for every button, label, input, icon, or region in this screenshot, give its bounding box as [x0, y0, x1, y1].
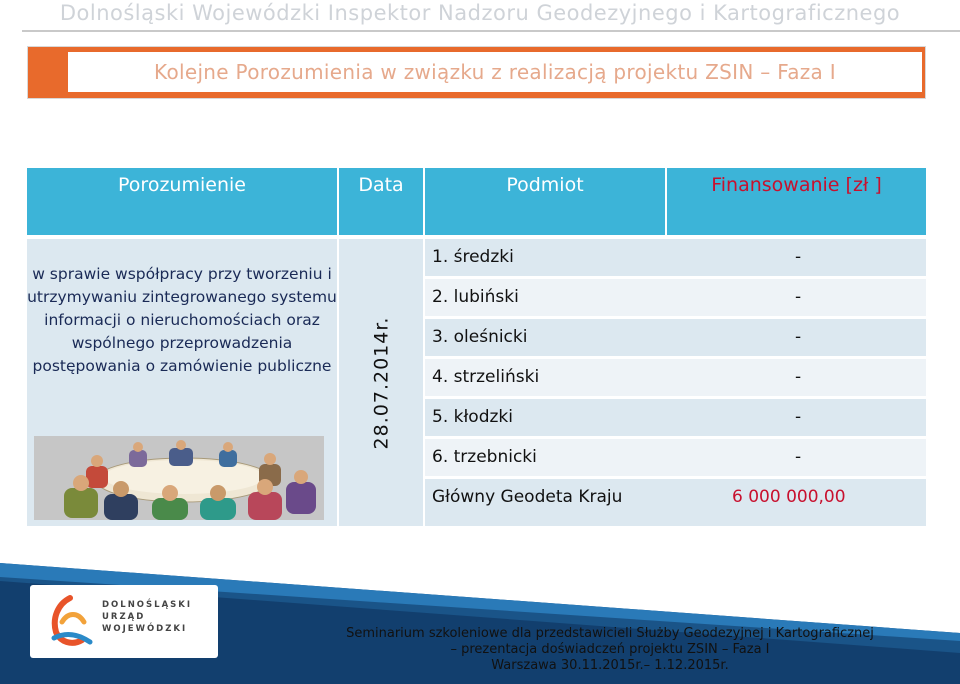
- footer-line: Warszawa 30.11.2015r.– 1.12.2015r.: [491, 658, 729, 673]
- logo-line: URZĄD: [102, 612, 146, 622]
- funding-value: 6 000 000,00: [732, 487, 846, 507]
- entity-name: 6. trzebnicki: [432, 447, 537, 467]
- footer-line: Seminarium szkoleniowe dla przedstawicieli Służby Geodezyjnej i Kartograficznej: [346, 626, 874, 641]
- agreement-date: [339, 239, 423, 526]
- table-row-main-entity: [425, 479, 926, 526]
- table-row: [425, 359, 926, 396]
- column-header-funding: Finansowanie [zł ]: [711, 174, 882, 196]
- footer-line: – prezentacja doświadczeń projektu ZSIN – Faza I: [450, 642, 770, 657]
- logo-text: [102, 599, 192, 635]
- table-row: [425, 239, 926, 276]
- agreement-cell: [27, 239, 337, 526]
- institution-logo: [30, 585, 218, 658]
- entity-name: 2. lubiński: [432, 287, 519, 307]
- header-separator: [665, 168, 667, 235]
- slide-title-banner: [27, 46, 926, 99]
- logo-line: WOJEWÓDZKI: [102, 624, 188, 634]
- column-header-date: Data: [358, 174, 404, 196]
- footer-text: [290, 626, 930, 674]
- logo-line: DOLNOŚLĄSKI: [102, 600, 193, 610]
- table-row: [425, 279, 926, 316]
- funding-value: -: [795, 287, 802, 307]
- logo-emblem-icon: [40, 592, 100, 652]
- agreement-date-text: 28.07.2014r.: [370, 316, 392, 449]
- funding-value: -: [795, 327, 802, 347]
- table-row: [425, 439, 926, 476]
- header-divider: [22, 30, 960, 32]
- table-header-row: [27, 168, 926, 235]
- slide-title: Kolejne Porozumienia w związku z realizacją projektu ZSIN – Faza I: [68, 52, 922, 92]
- entity-name: 4. strzeliński: [432, 367, 540, 387]
- meeting-illustration: [34, 436, 324, 520]
- page-header-title: Dolnośląski Wojewódzki Inspektor Nadzoru Geodezyjnego i Kartograficznego: [59, 1, 901, 25]
- entity-name: 5. kłodzki: [432, 407, 513, 427]
- column-header-agreement: Porozumienie: [118, 174, 246, 196]
- entity-name: Główny Geodeta Kraju: [432, 487, 623, 507]
- header-separator: [337, 168, 339, 235]
- funding-value: -: [795, 407, 802, 427]
- table-row: [425, 319, 926, 356]
- column-header-entity: Podmiot: [506, 174, 584, 196]
- agreement-description: w sprawie współpracy przy tworzeniu i utrzymywaniu zintegrowanego systemu informacji o nieruchomościach oraz wspólnego przeprowadzenia postępowania o zamówienie publiczne: [27, 265, 337, 375]
- entity-name: 1. średzki: [432, 247, 514, 267]
- funding-value: -: [795, 447, 802, 467]
- funding-value: -: [795, 247, 802, 267]
- funding-value: -: [795, 367, 802, 387]
- entity-name: 3. oleśnicki: [432, 327, 528, 347]
- table-row: [425, 399, 926, 436]
- header-separator: [423, 168, 425, 235]
- agreement-table: [27, 168, 926, 526]
